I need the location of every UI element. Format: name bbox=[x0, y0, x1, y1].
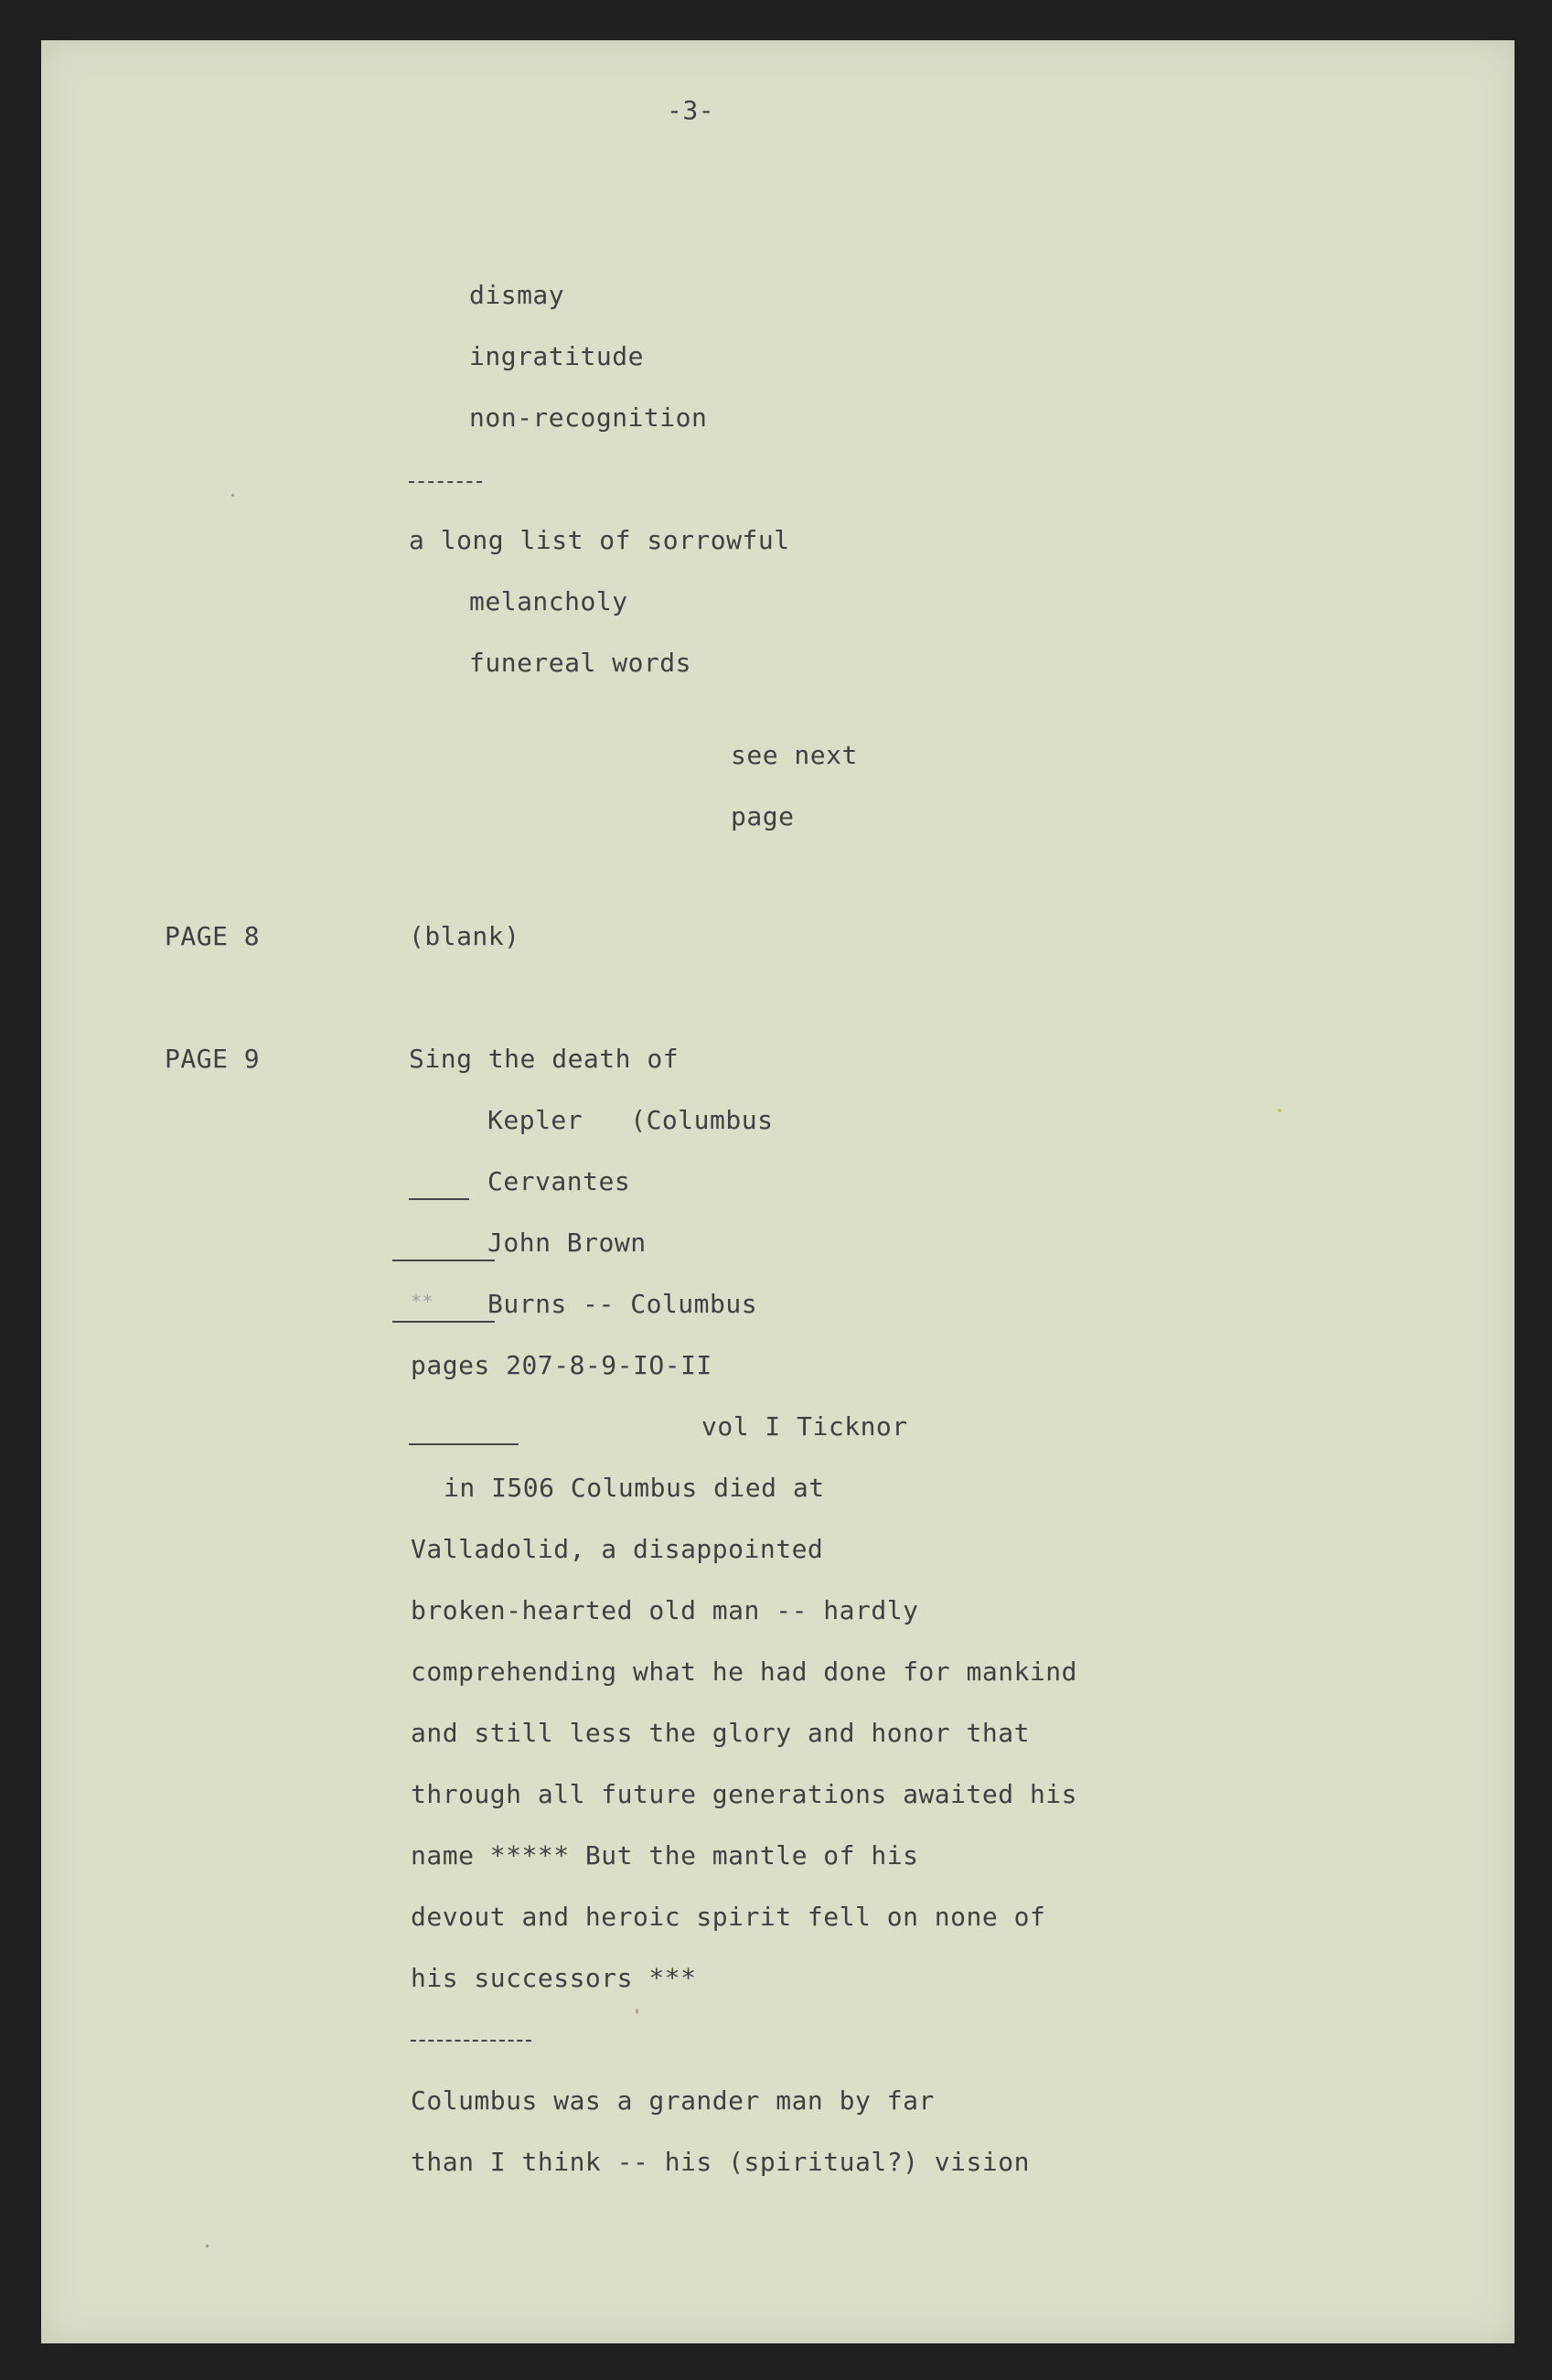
page-8-label: PAGE 8 bbox=[165, 921, 261, 951]
paper-speck bbox=[636, 2009, 638, 2014]
see-next-note: page bbox=[731, 801, 795, 831]
quote-line: his successors *** bbox=[411, 1963, 697, 1993]
name-entry: Burns -- Columbus bbox=[487, 1289, 758, 1319]
name-entry: Cervantes bbox=[487, 1166, 631, 1196]
quote-line: in I506 Columbus died at bbox=[444, 1473, 825, 1503]
quote-line: broken-hearted old man -- hardly bbox=[411, 1595, 919, 1625]
list-two-item: melancholy bbox=[469, 586, 628, 616]
list-one-item: dismay bbox=[469, 280, 565, 310]
source-citation: vol I Ticknor bbox=[701, 1411, 908, 1442]
paper-speck bbox=[1278, 1109, 1281, 1112]
paper-speck bbox=[206, 2245, 209, 2247]
page-9-intro: Sing the death of bbox=[409, 1044, 680, 1074]
faint-asterisks: ** bbox=[411, 1291, 434, 1313]
name-underline bbox=[392, 1260, 495, 1261]
list-one-item: non-recognition bbox=[469, 402, 708, 433]
quote-line: name ***** But the mantle of his bbox=[411, 1840, 919, 1871]
page-9-label: PAGE 9 bbox=[165, 1044, 261, 1074]
see-next-note: see next bbox=[731, 740, 858, 770]
page-number: -3- bbox=[667, 95, 715, 125]
list-one-item: ingratitude bbox=[469, 341, 644, 371]
name-underline bbox=[392, 1321, 495, 1323]
name-entry: Kepler (Columbus bbox=[487, 1105, 774, 1135]
section-divider bbox=[411, 2040, 531, 2042]
name-underline bbox=[409, 1198, 469, 1200]
page-8-text: (blank) bbox=[409, 921, 520, 951]
section-divider bbox=[409, 481, 482, 483]
quote-line: and still less the glory and honor that bbox=[411, 1718, 1030, 1748]
paper-speck bbox=[231, 494, 234, 497]
closing-line: Columbus was a grander man by far bbox=[411, 2085, 935, 2116]
source-underline bbox=[409, 1443, 519, 1445]
list-two-heading: a long list of sorrowful bbox=[409, 525, 790, 555]
list-two-item: funereal words bbox=[469, 648, 692, 678]
name-entry: John Brown bbox=[487, 1228, 647, 1258]
typewritten-page bbox=[41, 40, 1515, 2343]
quote-line: comprehending what he had done for mankind bbox=[411, 1656, 1078, 1687]
quote-line: Valladolid, a disappointed bbox=[411, 1534, 824, 1564]
pages-reference: pages 207-8-9-IO-II bbox=[411, 1350, 712, 1380]
quote-line: devout and heroic spirit fell on none of bbox=[411, 1902, 1046, 1932]
quote-line: through all future generations awaited his bbox=[411, 1779, 1078, 1809]
closing-line: than I think -- his (spiritual?) vision bbox=[411, 2147, 1030, 2177]
